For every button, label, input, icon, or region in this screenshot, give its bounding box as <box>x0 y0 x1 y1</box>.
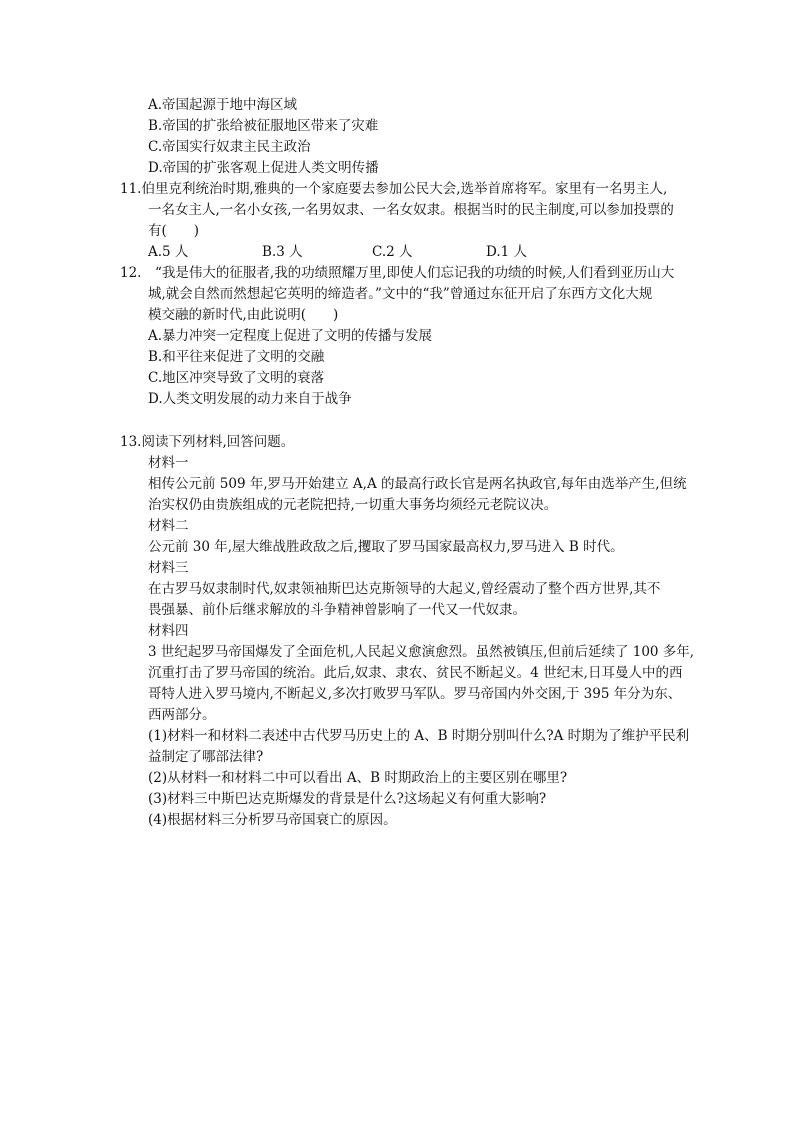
q13-material-2-title: 材料二 <box>148 518 189 534</box>
q11-stem-line-2: 一名女主人,一名小女孩,一名男奴隶、一名女奴隶。根据当时的民主制度,可以参加投票的 <box>148 202 674 218</box>
q12-stem-line-2: 城,就会自然而然想起它英明的缔造者。”文中的“我”曾通过东征开启了东西方文化大规 <box>148 286 653 302</box>
q13-material-1-title: 材料一 <box>148 455 189 471</box>
q10-option-c: C.帝国实行奴隶主民主政治 <box>148 139 311 155</box>
q13-question-2: (2)从材料一和材料二中可以看出 A、B 时期政治上的主要区别在哪里? <box>148 770 568 786</box>
q13-material-4-line-4: 西两部分。 <box>148 707 216 723</box>
q12-option-d: D.人类文明发展的动力来自于战争 <box>148 391 352 407</box>
q12-option-b: B.和平往来促进了文明的交融 <box>148 349 325 365</box>
q12-option-c: C.地区冲突导致了文明的衰落 <box>148 370 325 386</box>
q11-stem-line-1: 11.伯里克利统治时期,雅典的一个家庭要去参加公民大会,选举首席将军。家里有一名男主人, <box>120 181 668 197</box>
q12-option-a: A.暴力冲突一定程度上促进了文明的传播与发展 <box>148 328 433 344</box>
q13-material-4-line-1: 3 世纪起罗马帝国爆发了全面危机,人民起义愈演愈烈。虽然被镇压,但前后延续了 100 多年, <box>148 644 695 660</box>
q13-question-1-line-1: (1)材料一和材料二表述中古代罗马历史上的 A、B 时期分别叫什么?A 时期为了维护平民利 <box>148 728 690 744</box>
q11-option-d: D.1 人 <box>486 244 528 260</box>
q13-material-2-line-1: 公元前 30 年,屋大维战胜政敌之后,攫取了罗马国家最高权力,罗马进入 B 时代。 <box>148 539 624 555</box>
q13-material-4-title: 材料四 <box>148 623 189 639</box>
q11-options-row <box>0 242 794 262</box>
q10-option-a: A.帝国起源于地中海区域 <box>148 97 298 113</box>
q10-option-b: B.帝国的扩张给被征服地区带来了灾难 <box>148 118 379 134</box>
q10-option-d: D.帝国的扩张客观上促进人类文明传播 <box>148 160 379 176</box>
q13-material-3-line-2: 畏强暴、前仆后继求解放的斗争精神曾影响了一代又一代奴隶。 <box>148 602 526 618</box>
q13-material-3-line-1: 在古罗马奴隶制时代,奴隶领袖斯巴达克斯领导的大起义,曾经震动了整个西方世界,其不 <box>148 581 661 597</box>
q12-stem-line-1: 12. “我是伟大的征服者,我的功绩照耀万里,即使人们忘记我的功绩的时候,人们看到亚历山大 <box>120 265 675 281</box>
q13-intro: 13.阅读下列材料,回答问题。 <box>120 434 295 450</box>
q13-material-1-line-1: 相传公元前 509 年,罗马开始建立 A,A 的最高行政长官是两名执政官,每年由选举产生,但统 <box>148 476 687 492</box>
q13-material-4-line-2: 沉重打击了罗马帝国的统治。此后,奴隶、隶农、贫民不断起义。4 世纪末,日耳曼人中的西 <box>148 665 683 681</box>
q13-question-4: (4)根据材料三分析罗马帝国衰亡的原因。 <box>148 812 397 828</box>
q11-option-a: A.5 人 <box>148 244 189 260</box>
q11-stem-line-3: 有( ) <box>148 223 200 239</box>
q11-option-c: C.2 人 <box>372 244 413 260</box>
q13-material-1-line-2: 治实权仍由贵族组成的元老院把持,一切重大事务均须经元老院议决。 <box>148 497 558 513</box>
q13-material-4-line-3: 哥特人进入罗马境内,不断起义,多次打败罗马军队。罗马帝国内外交困,于 395 年分为东、 <box>148 686 682 702</box>
q13-material-3-title: 材料三 <box>148 560 189 576</box>
q13-question-3: (3)材料三中斯巴达克斯爆发的背景是什么?这场起义有何重大影响? <box>148 791 547 807</box>
q11-option-b: B.3 人 <box>262 244 303 260</box>
q12-stem-line-3: 模交融的新时代,由此说明( ) <box>148 307 339 323</box>
q13-question-1-line-2: 益制定了哪部法律? <box>148 749 264 765</box>
